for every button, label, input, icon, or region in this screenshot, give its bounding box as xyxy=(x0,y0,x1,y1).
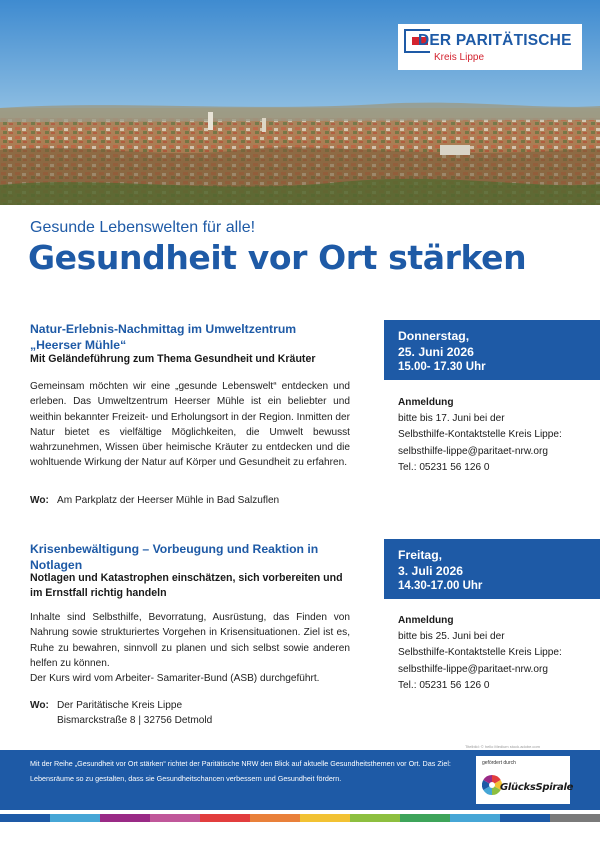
stripe-segment xyxy=(400,814,450,822)
event2-registration-deadline: bitte bis 25. Juni bei der xyxy=(398,631,505,643)
eyebrow: Gesunde Lebenswelten für alle! xyxy=(30,219,256,236)
event1-time: 15.00- 17.30 Uhr xyxy=(398,361,486,373)
event1-registration-heading: Anmeldung xyxy=(398,397,454,408)
event2-registration-email[interactable]: selbsthilfe-lippe@paritaet-nrw.org xyxy=(398,663,548,675)
event2-where: Der Paritätische Kreis Lippe Bismarckstraße 8 | 32756 Detmold xyxy=(57,700,213,727)
logo-main-text: DER PARITÄTISCHE xyxy=(418,32,572,49)
event1-date: 25. Juni 2026 xyxy=(398,344,474,359)
event1-subtitle: Mit Geländeführung zum Thema Gesundheit und Kräuter xyxy=(30,353,316,365)
headline: Gesundheit vor Ort stärken xyxy=(28,238,527,277)
stripe-segment xyxy=(250,814,300,822)
stripe-segment xyxy=(450,814,500,822)
event1-title: Natur-Erlebnis-Nachmittag im Umweltzentrum „Heerser Mühle“ xyxy=(30,322,297,352)
stripe-segment xyxy=(0,814,50,822)
event2-registration-office: Selbsthilfe-Kontaktstelle Kreis Lippe: xyxy=(398,647,562,659)
event2-time: 14.30-17.00 Uhr xyxy=(398,580,483,592)
event1-registration-office: Selbsthilfe-Kontaktstelle Kreis Lippe: xyxy=(398,429,562,441)
stripe-segment xyxy=(100,814,150,822)
event2-location xyxy=(30,698,212,729)
event2-where-label: Wo: xyxy=(30,700,49,711)
sponsor-box xyxy=(476,756,574,804)
footer xyxy=(0,750,600,810)
stripe-segment xyxy=(150,814,200,822)
stripe-segment xyxy=(500,814,550,822)
event1-registration-email[interactable]: selbsthilfe-lippe@paritaet-nrw.org xyxy=(398,445,548,457)
event1-where: Am Parkplatz der Heerser Mühle in Bad Salzuflen xyxy=(57,495,280,506)
event1-where-label: Wo: xyxy=(30,495,49,506)
footer-text: Mit der Reihe „Gesundheit vor Ort stärken“ richtet der Paritätische NRW den Blick auf aktuelle Gesundheitsthemen vor Ort. Das Ziel: Lebensräume so zu gestalten, dass sie Gesundheitschancen verbessern und Gesundheit fördern. xyxy=(30,759,451,783)
event2-date-day: Freitag, xyxy=(398,548,443,562)
sponsor-caption: gefördert durch xyxy=(482,760,516,766)
event1-registration-phone[interactable]: Tel.: 05231 56 126 0 xyxy=(398,461,490,473)
event1-location xyxy=(30,493,279,508)
event2-subtitle: Notlagen und Katastrophen einschätzen, sich vorbereiten und im Ernstfall richtig handeln xyxy=(30,572,343,599)
event2-registration-phone[interactable]: Tel.: 05231 56 126 0 xyxy=(398,679,490,691)
event2-date-box xyxy=(384,539,600,599)
event2-date: 3. Juli 2026 xyxy=(398,563,464,578)
event1-date-box xyxy=(384,320,600,380)
sponsor-name: GlücksSpirale xyxy=(500,782,574,793)
stripe-segment xyxy=(300,814,350,822)
event2-registration xyxy=(398,613,594,694)
logo-sub-text: Kreis Lippe xyxy=(434,52,485,63)
event2-title: Krisenbewältigung – Vorbeugung und Reaktion in Notlagen xyxy=(30,542,319,572)
photo-credit: Titelbild: © hello Medium stock.adobe.com xyxy=(464,744,540,749)
event2-body: Inhalte sind Selbsthilfe, Bevorratung, Ausrüstung, das Finden von Nahrung sowie strukturiertes Vorgehen in Krisensituationen. Ziel ist es, Ruhe zu bewahren, sinnvoll zu planen und sich selbst sowie anderen helfen zu können. Der Kurs wird vom Arbeiter- Samariter-Bund (ASB) durchgeführt. xyxy=(30,612,350,685)
stripe-segment xyxy=(200,814,250,822)
color-stripe xyxy=(0,814,600,822)
event1-registration xyxy=(398,395,594,476)
event2-registration-heading: Anmeldung xyxy=(398,615,454,626)
stripe-segment xyxy=(50,814,100,822)
stripe-segment xyxy=(350,814,400,822)
event1-date-day: Donnerstag, xyxy=(398,329,470,343)
stripe-segment xyxy=(550,814,600,822)
paritaetische-logo xyxy=(398,24,582,70)
event1-body: Gemeinsam möchten wir eine „gesunde Lebenswelt“ entdecken und erleben. Das Umweltzentrum Heerser Mühle ist ein beliebter und weithin bekannter Freizeit- und Erholungsort in der Region. Inmitten der Natur bietet es vielfältige Möglichkeiten, die Umwelt bewusst wahrzunehmen, Wissen über heimische Kräuter zu entdecken und die wohltuende Wirkung der Natur auf Körper und Gesundheit zu erfahren. xyxy=(30,381,350,469)
event1-registration-deadline: bitte bis 17. Juni bei der xyxy=(398,413,505,425)
